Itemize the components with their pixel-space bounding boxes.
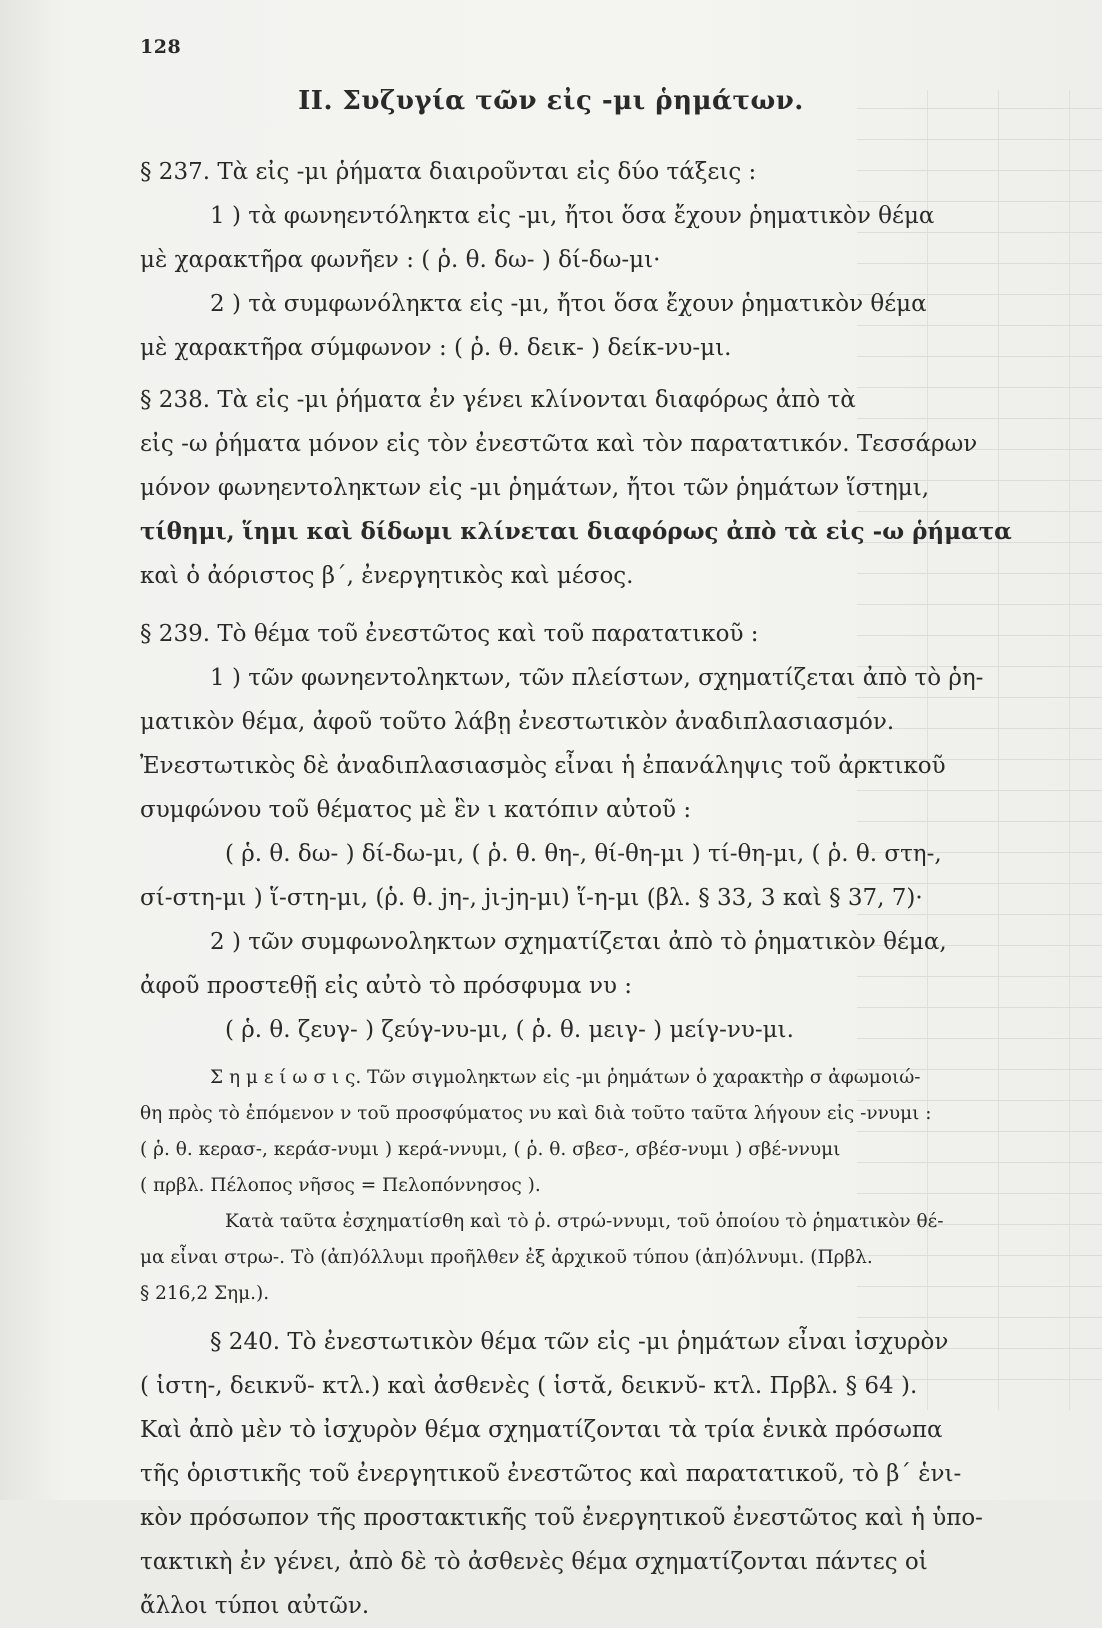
text-line-23: Καὶ ἀπὸ μὲν τὸ ἰσχυρὸν θέμα σχηματίζονται τὰ τρία ἑνικὰ πρόσωπα [140,1417,943,1443]
text-line-27: ἄλλοι τύποι αὐτῶν. [140,1593,370,1619]
text-line-2: 1 ) τὰ φωνηεντόληκτα εἰς -μι, ἤτοι ὅσα ἔχουν ῥηματικὸν θέμα [210,203,935,229]
text-line-11: § 239. Τὸ θέμα τοῦ ἐνεστῶτος καὶ τοῦ παρατατικοῦ : [140,621,759,647]
text-line-16: ( ῥ. θ. δω- ) δί-δω-μι, ( ῥ. θ. θη-, θί-θη-μι ) τί-θη-μι, ( ῥ. θ. στη-, [225,841,942,867]
text-line-1: § 237. Τὰ εἰς -μι ῥήματα διαιροῦνται εἰς δύο τάξεις : [140,159,757,185]
body-text [140,150,1050,1628]
page-number: 128 [140,36,182,58]
text-line-12: 1 ) τῶν φωνηεντοληκτων, τῶν πλείστων, σχηματίζεται ἀπὸ τὸ ῥη- [210,665,984,691]
text-line-20: ( ῥ. θ. ζευγ- ) ζεύγ-νυ-μι, ( ῥ. θ. μειγ- ) μείγ-νυ-μι. [225,1017,794,1043]
text-line-18: 2 ) τῶν συμφωνοληκτων σχηματίζεται ἀπὸ τὸ ῥηματικὸν θέμα, [210,929,947,955]
text-line-8: μόνον φωνηεντοληκτων εἰς -μι ῥημάτων, ἤτοι τῶν ῥημάτων ἵστημι, [140,475,930,501]
text-line-21: § 240. Τὸ ἐνεστωτικὸν θέμα τῶν εἰς -μι ῥημάτων εἶναι ἰσχυρὸν [210,1329,949,1355]
text-line-26: τακτικὴ ἐν γένει, ἀπὸ δὲ τὸ ἀσθενὲς θέμα σχηματίζονται πάντες οἱ [140,1549,928,1575]
note-line-1: Σ η μ ε ί ω σ ι ς. Τῶν σιγμοληκτων εἰς -μι ῥημάτων ὁ χαρακτὴρ σ ἀφωμοιώ- [210,1067,921,1088]
text-line-3: μὲ χαρακτῆρα φωνῆεν : ( ῥ. θ. δω- ) δί-δω-μι· [140,247,661,273]
text-line-17: σί-στη-μι ) ἵ-στη-μι, (ῥ. θ. jη-, jι-jη-μι) ἵ-η-μι (βλ. § 33, 3 καὶ § 37, 7)· [140,885,923,911]
note-line-7: § 216,2 Σημ.). [140,1283,270,1304]
text-line-19: ἀφοῦ προστεθῇ εἰς αὐτὸ τὸ πρόσφυμα νυ : [140,973,633,999]
note-line-3: ( ῥ. θ. κερασ-, κεράσ-νυμι ) κερά-ννυμι, ( ῥ. θ. σβεσ-, σβέσ-νυμι ) σβέ-ννυμι [140,1139,841,1160]
text-line-9: τίθημι, ἵημι καὶ δίδωμι κλίνεται διαφόρως ἀπὸ τὰ εἰς -ω ῥήματα [140,518,1012,545]
text-line-25: κὸν πρόσωπον τῆς προστακτικῆς τοῦ ἐνεργητικοῦ ἐνεστῶτος καὶ ἡ ὑπο- [140,1505,983,1531]
text-line-10: καὶ ὁ ἀόριστος β΄, ἐνεργητικὸς καὶ μέσος. [140,563,634,589]
text-line-5: μὲ χαρακτῆρα σύμφωνον : ( ῥ. θ. δεικ- ) δείκ-νυ-μι. [140,335,732,361]
text-line-13: ματικὸν θέμα, ἀφοῦ τοῦτο λάβῃ ἐνεστωτικὸν ἀναδιπλασιασμόν. [140,709,895,735]
note-line-2: θη πρὸς τὸ ἑπόμενον ν τοῦ προσφύματος νυ καὶ διὰ τοῦτο ταῦτα λήγουν εἰς -ννυμι : [140,1103,932,1124]
text-line-22: ( ἱστη-, δεικνῦ- κτλ.) καὶ ἀσθενὲς ( ἱστᾰ, δεικνῠ- κτλ. Πρβλ. § 64 ). [140,1373,918,1399]
note-line-6: μα εἶναι στρω-. Τὸ (ἀπ)όλλυμι προῆλθεν ἐξ ἀρχικοῦ τύπου (ἀπ)όλνυμι. (Πρβλ. [140,1247,873,1268]
text-line-14: Ἐνεστωτικὸς δὲ ἀναδιπλασιασμὸς εἶναι ἡ ἐπανάληψις τοῦ ἀρκτικοῦ [140,753,946,779]
note-line-4: ( πρβλ. Πέλοπος νῆσος = Πελοπόννησος ). [140,1175,541,1196]
section-heading: ΙΙ. Συζυγία τῶν εἰς -μι ῥημάτων. [298,86,804,116]
text-line-7: εἰς -ω ῥήματα μόνον εἰς τὸν ἐνεστῶτα καὶ τὸν παρατατικόν. Τεσσάρων [140,431,978,457]
text-line-15: συμφώνου τοῦ θέματος μὲ ἓν ι κατόπιν αὐτοῦ : [140,797,692,823]
text-line-24: τῆς ὁριστικῆς τοῦ ἐνεργητικοῦ ἐνεστῶτος καὶ παρατατικοῦ, τὸ β΄ ἑνι- [140,1461,962,1487]
text-line-4: 2 ) τὰ συμφωνόληκτα εἰς -μι, ἤτοι ὅσα ἔχουν ῥηματικὸν θέμα [210,291,927,317]
text-line-6: § 238. Τὰ εἰς -μι ῥήματα ἐν γένει κλίνονται διαφόρως ἀπὸ τὰ [140,387,856,413]
note-line-5: Κατὰ ταῦτα ἐσχηματίσθη καὶ τὸ ῥ. στρώ-ννυμι, τοῦ ὁποίου τὸ ῥηματικὸν θέ- [225,1211,944,1232]
